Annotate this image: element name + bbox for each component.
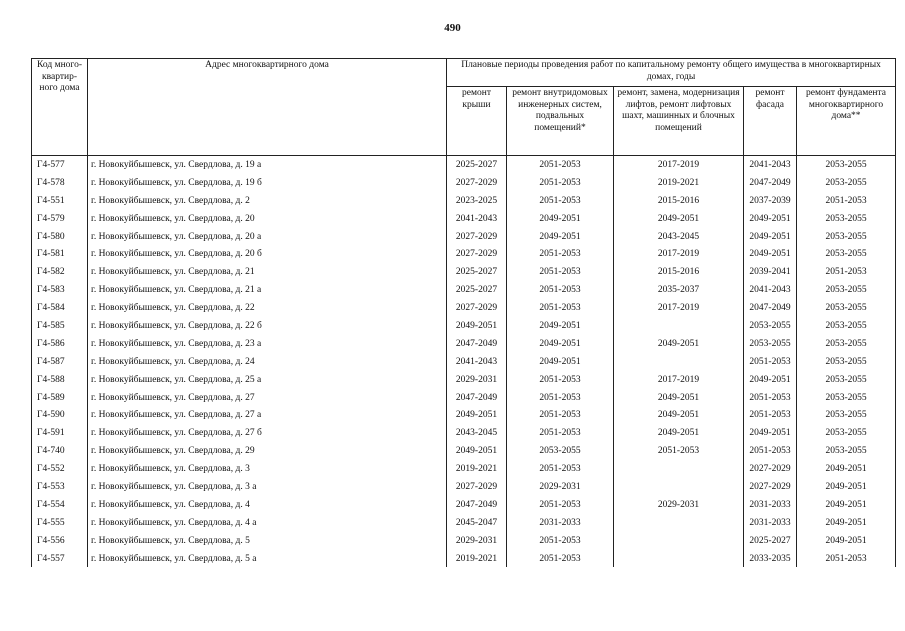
cell-foundation: 2053-2055 [797, 299, 896, 317]
cell-code: Г4-590 [32, 406, 88, 424]
cell-facade: 2037-2039 [744, 192, 797, 210]
cell-code: Г4-580 [32, 228, 88, 246]
cell-facade: 2049-2051 [744, 371, 797, 389]
cell-roof: 2027-2029 [447, 299, 507, 317]
cell-systems: 2051-2053 [507, 532, 614, 550]
cell-foundation: 2051-2053 [797, 263, 896, 281]
cell-lifts [614, 532, 744, 550]
cell-address: г. Новокуйбышевск, ул. Свердлова, д. 27 [88, 389, 447, 407]
cell-address: г. Новокуйбышевск, ул. Свердлова, д. 25 а [88, 371, 447, 389]
cell-lifts: 2017-2019 [614, 156, 744, 174]
cell-lifts [614, 317, 744, 335]
cell-roof: 2041-2043 [447, 210, 507, 228]
cell-lifts: 2049-2051 [614, 210, 744, 228]
cell-systems: 2049-2051 [507, 335, 614, 353]
cell-address: г. Новокуйбышевск, ул. Свердлова, д. 20 а [88, 228, 447, 246]
cell-facade: 2053-2055 [744, 335, 797, 353]
cell-foundation: 2053-2055 [797, 371, 896, 389]
cell-facade: 2033-2035 [744, 550, 797, 568]
cell-code: Г4-585 [32, 317, 88, 335]
table-row [32, 550, 896, 568]
cell-code: Г4-584 [32, 299, 88, 317]
cell-roof: 2045-2047 [447, 514, 507, 532]
cell-roof: 2027-2029 [447, 478, 507, 496]
table-row [32, 514, 896, 532]
table-header [32, 59, 896, 156]
cell-address: г. Новокуйбышевск, ул. Свердлова, д. 21 [88, 263, 447, 281]
cell-code: Г4-577 [32, 156, 88, 174]
header-address: Адрес многоквартирного дома [88, 59, 447, 156]
cell-roof: 2047-2049 [447, 496, 507, 514]
cell-foundation: 2049-2051 [797, 478, 896, 496]
cell-facade: 2049-2051 [744, 245, 797, 263]
cell-roof: 2029-2031 [447, 532, 507, 550]
cell-systems: 2053-2055 [507, 442, 614, 460]
cell-code: Г4-551 [32, 192, 88, 210]
cell-code: Г4-556 [32, 532, 88, 550]
cell-systems: 2051-2053 [507, 389, 614, 407]
cell-roof: 2027-2029 [447, 174, 507, 192]
table-row [32, 496, 896, 514]
cell-systems: 2051-2053 [507, 496, 614, 514]
cell-lifts: 2049-2051 [614, 406, 744, 424]
cell-address: г. Новокуйбышевск, ул. Свердлова, д. 23 а [88, 335, 447, 353]
cell-systems: 2049-2051 [507, 228, 614, 246]
cell-facade: 2053-2055 [744, 317, 797, 335]
capital-repair-table [31, 58, 896, 567]
cell-facade: 2041-2043 [744, 281, 797, 299]
cell-foundation: 2053-2055 [797, 389, 896, 407]
cell-lifts: 2049-2051 [614, 335, 744, 353]
header-plan-periods: Плановые периоды проведения работ по капитальному ремонту общего имущества в многоквартирных домах, годы [447, 59, 896, 87]
cell-code: Г4-557 [32, 550, 88, 568]
cell-facade: 2049-2051 [744, 424, 797, 442]
cell-address: г. Новокуйбышевск, ул. Свердлова, д. 27 а [88, 406, 447, 424]
cell-code: Г4-579 [32, 210, 88, 228]
cell-lifts [614, 460, 744, 478]
table-body [32, 156, 896, 568]
cell-code: Г4-581 [32, 245, 88, 263]
cell-facade: 2025-2027 [744, 532, 797, 550]
table-row [32, 478, 896, 496]
cell-foundation: 2053-2055 [797, 335, 896, 353]
cell-lifts [614, 478, 744, 496]
cell-code: Г4-553 [32, 478, 88, 496]
cell-foundation: 2049-2051 [797, 496, 896, 514]
cell-foundation: 2049-2051 [797, 532, 896, 550]
cell-address: г. Новокуйбышевск, ул. Свердлова, д. 19 а [88, 156, 447, 174]
cell-systems: 2051-2053 [507, 263, 614, 281]
cell-facade: 2031-2033 [744, 514, 797, 532]
cell-facade: 2027-2029 [744, 478, 797, 496]
cell-address: г. Новокуйбышевск, ул. Свердлова, д. 4 а [88, 514, 447, 532]
cell-roof: 2049-2051 [447, 406, 507, 424]
cell-address: г. Новокуйбышевск, ул. Свердлова, д. 19 б [88, 174, 447, 192]
cell-address: г. Новокуйбышевск, ул. Свердлова, д. 4 [88, 496, 447, 514]
cell-address: г. Новокуйбышевск, ул. Свердлова, д. 22 б [88, 317, 447, 335]
cell-code: Г4-586 [32, 335, 88, 353]
cell-lifts: 2015-2016 [614, 263, 744, 281]
cell-roof: 2043-2045 [447, 424, 507, 442]
cell-lifts: 2015-2016 [614, 192, 744, 210]
cell-roof: 2025-2027 [447, 156, 507, 174]
cell-foundation: 2053-2055 [797, 442, 896, 460]
cell-lifts: 2017-2019 [614, 245, 744, 263]
cell-roof: 2047-2049 [447, 335, 507, 353]
table-row [32, 317, 896, 335]
cell-systems: 2051-2053 [507, 174, 614, 192]
cell-address: г. Новокуйбышевск, ул. Свердлова, д. 20 [88, 210, 447, 228]
cell-systems: 2049-2051 [507, 353, 614, 371]
cell-systems: 2051-2053 [507, 156, 614, 174]
table-row [32, 156, 896, 174]
cell-systems: 2049-2051 [507, 210, 614, 228]
cell-code: Г4-554 [32, 496, 88, 514]
cell-code: Г4-582 [32, 263, 88, 281]
table-row [32, 228, 896, 246]
cell-address: г. Новокуйбышевск, ул. Свердлова, д. 3 [88, 460, 447, 478]
table-row [32, 263, 896, 281]
cell-facade: 2049-2051 [744, 228, 797, 246]
cell-foundation: 2053-2055 [797, 245, 896, 263]
cell-facade: 2049-2051 [744, 210, 797, 228]
cell-systems: 2051-2053 [507, 281, 614, 299]
cell-code: Г4-583 [32, 281, 88, 299]
cell-code: Г4-552 [32, 460, 88, 478]
cell-roof: 2023-2025 [447, 192, 507, 210]
table-row [32, 424, 896, 442]
cell-facade: 2051-2053 [744, 353, 797, 371]
cell-foundation: 2053-2055 [797, 228, 896, 246]
cell-lifts: 2017-2019 [614, 371, 744, 389]
cell-lifts: 2049-2051 [614, 424, 744, 442]
cell-code: Г4-555 [32, 514, 88, 532]
cell-code: Г4-591 [32, 424, 88, 442]
cell-lifts: 2043-2045 [614, 228, 744, 246]
cell-facade: 2041-2043 [744, 156, 797, 174]
cell-lifts: 2035-2037 [614, 281, 744, 299]
cell-foundation: 2053-2055 [797, 406, 896, 424]
header-systems: ремонт внутридомовых инженерных систем, подвальных помещений* [507, 87, 614, 156]
cell-systems: 2051-2053 [507, 550, 614, 568]
cell-roof: 2049-2051 [447, 317, 507, 335]
cell-lifts [614, 550, 744, 568]
cell-systems: 2051-2053 [507, 299, 614, 317]
cell-roof: 2019-2021 [447, 460, 507, 478]
table-row [32, 245, 896, 263]
cell-foundation: 2053-2055 [797, 174, 896, 192]
table-row [32, 389, 896, 407]
header-roof: ремонт крыши [447, 87, 507, 156]
cell-foundation: 2051-2053 [797, 550, 896, 568]
table-row [32, 406, 896, 424]
page-number: 490 [444, 22, 461, 34]
cell-address: г. Новокуйбышевск, ул. Свердлова, д. 27 б [88, 424, 447, 442]
cell-roof: 2029-2031 [447, 371, 507, 389]
header-foundation: ремонт фундамента многоквартирного дома** [797, 87, 896, 156]
cell-lifts: 2051-2053 [614, 442, 744, 460]
cell-systems: 2051-2053 [507, 460, 614, 478]
cell-address: г. Новокуйбышевск, ул. Свердлова, д. 21 а [88, 281, 447, 299]
cell-roof: 2019-2021 [447, 550, 507, 568]
table-row [32, 174, 896, 192]
table-row [32, 442, 896, 460]
cell-foundation: 2053-2055 [797, 210, 896, 228]
cell-lifts [614, 353, 744, 371]
cell-address: г. Новокуйбышевск, ул. Свердлова, д. 5 а [88, 550, 447, 568]
cell-code: Г4-587 [32, 353, 88, 371]
table-row [32, 210, 896, 228]
cell-foundation: 2053-2055 [797, 156, 896, 174]
cell-facade: 2039-2041 [744, 263, 797, 281]
cell-systems: 2051-2053 [507, 245, 614, 263]
cell-systems: 2051-2053 [507, 406, 614, 424]
cell-foundation: 2049-2051 [797, 460, 896, 478]
cell-lifts: 2019-2021 [614, 174, 744, 192]
cell-roof: 2025-2027 [447, 263, 507, 281]
cell-code: Г4-589 [32, 389, 88, 407]
cell-systems: 2031-2033 [507, 514, 614, 532]
cell-address: г. Новокуйбышевск, ул. Свердлова, д. 20 б [88, 245, 447, 263]
table-row [32, 192, 896, 210]
table-row [32, 299, 896, 317]
cell-roof: 2027-2029 [447, 228, 507, 246]
cell-roof: 2049-2051 [447, 442, 507, 460]
cell-facade: 2051-2053 [744, 442, 797, 460]
cell-code: Г4-588 [32, 371, 88, 389]
cell-roof: 2025-2027 [447, 281, 507, 299]
cell-systems: 2051-2053 [507, 192, 614, 210]
cell-roof: 2047-2049 [447, 389, 507, 407]
cell-address: г. Новокуйбышевск, ул. Свердлова, д. 29 [88, 442, 447, 460]
cell-foundation: 2049-2051 [797, 514, 896, 532]
cell-foundation: 2053-2055 [797, 424, 896, 442]
header-lifts: ремонт, замена, модернизация лифтов, ремонт лифтовых шахт, машинных и блочных помещений [614, 87, 744, 156]
cell-facade: 2051-2053 [744, 389, 797, 407]
cell-systems: 2029-2031 [507, 478, 614, 496]
cell-lifts: 2029-2031 [614, 496, 744, 514]
cell-systems: 2049-2051 [507, 317, 614, 335]
cell-foundation: 2053-2055 [797, 281, 896, 299]
cell-systems: 2051-2053 [507, 424, 614, 442]
cell-roof: 2041-2043 [447, 353, 507, 371]
header-facade: ремонт фасада [744, 87, 797, 156]
table-row [32, 281, 896, 299]
cell-address: г. Новокуйбышевск, ул. Свердлова, д. 2 [88, 192, 447, 210]
table-row [32, 460, 896, 478]
cell-lifts: 2017-2019 [614, 299, 744, 317]
cell-address: г. Новокуйбышевск, ул. Свердлова, д. 3 а [88, 478, 447, 496]
cell-foundation: 2051-2053 [797, 192, 896, 210]
cell-facade: 2051-2053 [744, 406, 797, 424]
header-code: Код много-квартир-ного дома [32, 59, 88, 156]
cell-code: Г4-578 [32, 174, 88, 192]
table-row [32, 532, 896, 550]
cell-facade: 2031-2033 [744, 496, 797, 514]
table-row [32, 335, 896, 353]
cell-address: г. Новокуйбышевск, ул. Свердлова, д. 5 [88, 532, 447, 550]
cell-address: г. Новокуйбышевск, ул. Свердлова, д. 22 [88, 299, 447, 317]
cell-address: г. Новокуйбышевск, ул. Свердлова, д. 24 [88, 353, 447, 371]
table-row [32, 371, 896, 389]
cell-roof: 2027-2029 [447, 245, 507, 263]
cell-foundation: 2053-2055 [797, 317, 896, 335]
cell-facade: 2047-2049 [744, 174, 797, 192]
table-row [32, 353, 896, 371]
cell-code: Г4-740 [32, 442, 88, 460]
cell-lifts: 2049-2051 [614, 389, 744, 407]
cell-lifts [614, 514, 744, 532]
cell-systems: 2051-2053 [507, 371, 614, 389]
cell-facade: 2027-2029 [744, 460, 797, 478]
cell-facade: 2047-2049 [744, 299, 797, 317]
cell-foundation: 2053-2055 [797, 353, 896, 371]
